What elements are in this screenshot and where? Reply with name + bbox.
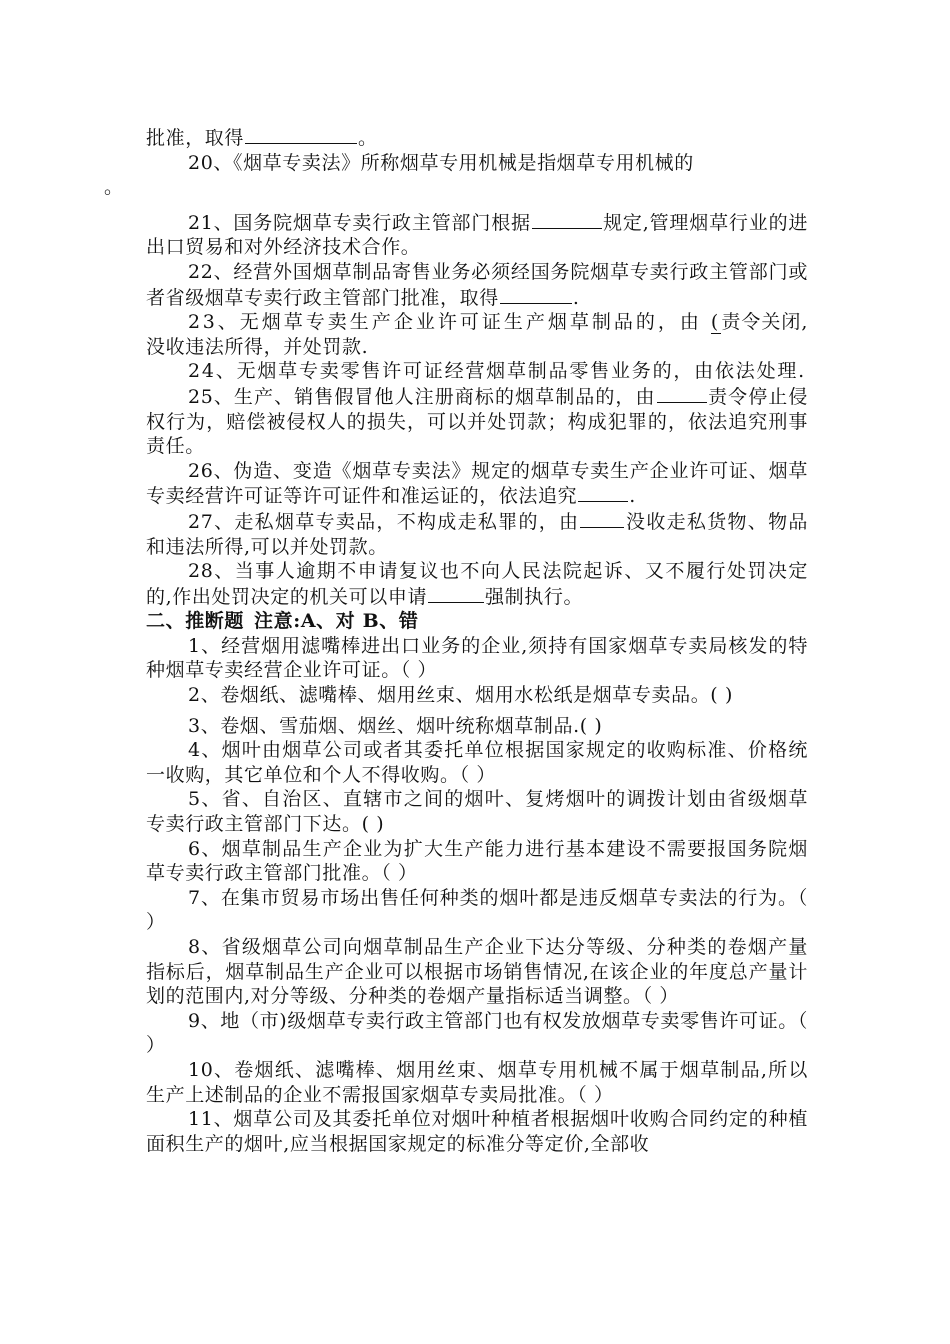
- q21: [146, 210, 808, 260]
- section2-note: 注意:A、对 B、错: [254, 610, 419, 633]
- q22: [146, 260, 808, 310]
- document-page: [104, 125, 809, 1156]
- q22-text: 22、经营外国烟草制品寄售业务必须经国务院烟草专卖行政主管部门或者省级烟草专卖行政主管部门批准，取得: [146, 260, 808, 309]
- judge-item-4: 4、烟叶由烟草公司或者其委托单位根据国家规定的收购标准、价格统一收购，其它单位和个人不得收购。（ ）: [146, 739, 808, 786]
- answer-blank[interactable]: [428, 584, 484, 603]
- section2-heading: [146, 609, 808, 634]
- q25: [146, 384, 808, 459]
- q24: [146, 359, 808, 384]
- judge-item-1: 1、经营烟用滤嘴棒进出口业务的企业,须持有国家烟草专卖局核发的特种烟草专卖经营企业许可证。（ ）: [146, 634, 808, 682]
- judge-item-8: 8、省级烟草公司向烟草制品生产企业下达分等级、分种类的卷烟产量指标后，烟草制品生产企业可以根据市场销售情况,在该企业的年度总产量计划的范围内,对分等级、分种类的卷烟产量指标适当调整。（ ）: [146, 936, 808, 1008]
- answer-blank[interactable]: [500, 285, 572, 304]
- answer-blank[interactable]: [532, 210, 602, 229]
- q28-text-after: 强制执行。: [485, 585, 584, 608]
- q28: [146, 559, 808, 609]
- q27-text-after: 没收走私货物、物品和违法所得,可以并处罚款。: [146, 510, 808, 558]
- q23-text: 23、无烟草专卖生产企业许可证生产烟草制品的，由: [188, 311, 702, 334]
- q25-text-after: 责令停止侵权行为，赔偿被侵权人的损失，可以并处罚款；构成犯罪的，依法追究刑事责任。: [146, 385, 808, 458]
- q24-text: 24、无烟草专卖零售许可证经营烟草制品零售业务的，由依法处理.: [188, 360, 807, 383]
- judge-item-5: 5、省、自治区、直辖市之间的烟叶、复烤烟叶的调拨计划由省级烟草专卖行政主管部门下达。( ): [146, 788, 808, 836]
- answer-blank[interactable]: [578, 483, 628, 502]
- answer-blank[interactable]: [245, 125, 357, 144]
- q27: [146, 509, 808, 559]
- answer-blank[interactable]: (: [710, 311, 721, 334]
- answer-blank[interactable]: [580, 509, 624, 528]
- q20-tail: 。: [104, 176, 124, 199]
- q25-text: 25、生产、销售假冒他人注册商标的烟草制品的，由: [188, 385, 656, 408]
- q23-text-after: 责令关闭,没收违法所得，并处罚款.: [146, 311, 808, 358]
- q21-text-after: 规定,管理烟草行业的进出口贸易和对外经济技术合作。: [146, 211, 809, 259]
- judge-item-9: 9、地（市)级烟草专卖行政主管部门也有权发放烟草专卖零售许可证。（ ）: [146, 1009, 808, 1057]
- q23: [146, 310, 808, 359]
- q19-text: 批准，取得: [146, 127, 245, 149]
- judge-item-6: 6、烟草制品生产企业为扩大生产能力进行基本建设不需要报国务院烟草专卖行政主管部门批准。（ ）: [146, 837, 808, 885]
- q26-text: 26、伪造、变造《烟草专卖法》规定的烟草专卖生产企业许可证、烟草专卖经营许可证等许可证件和准运证的，依法追究: [146, 459, 808, 508]
- q19-end: 。: [358, 127, 378, 149]
- answer-blank[interactable]: [657, 384, 707, 403]
- q28-text: 28、当事人逾期不申请复议也不向人民法院起诉、又不履行处罚决定的,作出处罚决定的机关可以申请: [146, 560, 808, 608]
- q27-text: 27、走私烟草专卖品，不构成走私罪的，由: [188, 510, 580, 533]
- judge-item-11: 11、烟草公司及其委托单位对烟叶种植者根据烟叶收购合同约定的种植面积生产的烟叶,应当根据国家规定的标准分等定价,全部收: [146, 1108, 808, 1155]
- judge-item-2: 2、卷烟纸、滤嘴棒、烟用丝束、烟用水松纸是烟草专卖品。( ): [188, 684, 733, 707]
- judge-item-10: 10、卷烟纸、滤嘴棒、烟用丝束、烟草专用机械不属于烟草制品,所以生产上述制品的企业不需报国家烟草专卖局批准。（ ）: [146, 1058, 808, 1106]
- q21-text: 21、国务院烟草专卖行政主管部门根据: [188, 211, 531, 234]
- section2-title: 二、推断题: [146, 610, 245, 633]
- q22-text-after: .: [572, 286, 580, 309]
- q20-text: 20、《烟草专卖法》所称烟草专用机械是指烟草专用机械的: [188, 151, 694, 174]
- q26-text-after: .: [629, 485, 636, 508]
- judge-item-3: 3、卷烟、雪茄烟、烟丝、烟叶统称烟草制品.( ): [188, 714, 603, 737]
- q19-tail: [146, 125, 808, 151]
- q26: [146, 459, 808, 509]
- q20: [104, 151, 808, 200]
- judge-item-7: 7、在集市贸易市场出售任何种类的烟叶都是违反烟草专卖法的行为。（ ）: [146, 886, 808, 934]
